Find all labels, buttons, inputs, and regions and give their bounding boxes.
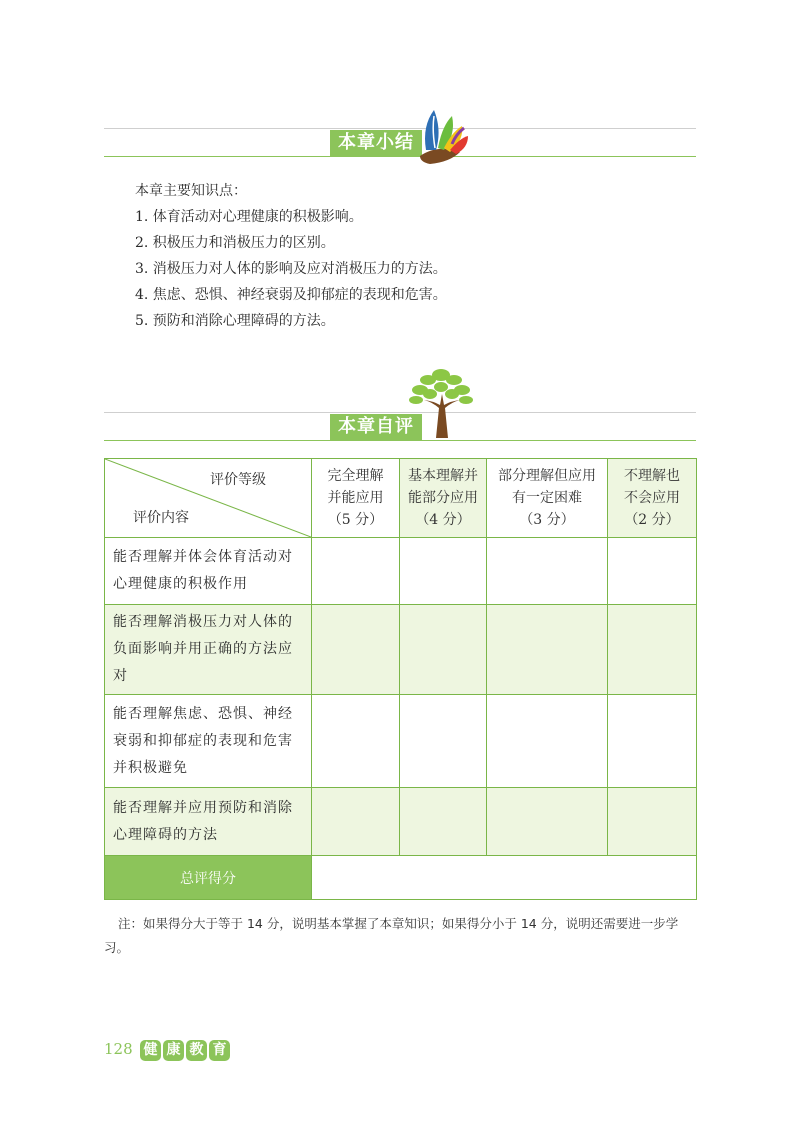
level-line: 能部分应用 (408, 490, 478, 506)
score-cell[interactable] (608, 538, 697, 605)
table-header-row (105, 459, 697, 538)
total-score-cell[interactable] (312, 856, 697, 900)
score-cell[interactable] (487, 605, 608, 695)
score-cell[interactable] (400, 538, 487, 605)
brand-char: 育 (209, 1040, 230, 1061)
summary-point: 5. 预防和消除心理障碍的方法。 (135, 313, 335, 329)
corner-top-label: 评价等级 (210, 472, 266, 488)
score-cell[interactable] (312, 538, 400, 605)
summary-content (135, 178, 447, 334)
summary-title: 本章小结 (338, 132, 414, 153)
summary-top-rule (104, 128, 696, 129)
level-line: 完全理解 (327, 468, 384, 484)
score-cell[interactable] (608, 605, 697, 695)
summary-title-banner (330, 130, 422, 156)
table-corner-cell (105, 459, 312, 538)
self-eval-bottom-rule (104, 440, 696, 441)
total-row (105, 856, 697, 900)
score-cell[interactable] (487, 695, 608, 788)
self-eval-top-rule (104, 412, 696, 413)
table-row (105, 538, 697, 605)
criterion-cell: 能否理解并应用预防和消除心理障碍的方法 (105, 788, 312, 856)
table-row (105, 695, 697, 788)
total-score-label: 总评得分 (105, 856, 312, 900)
evaluation-note: 注：如果得分大于等于 14 分，说明基本掌握了本章知识；如果得分小于 14 分，说明还需要进一步学习。 (104, 916, 679, 955)
score-cell[interactable] (400, 788, 487, 856)
score-cell[interactable] (608, 788, 697, 856)
level-line: 有一定困难 (512, 490, 582, 506)
score-cell[interactable] (312, 695, 400, 788)
level-line: 基本理解并 (408, 468, 478, 484)
level-score: （2 分） (624, 512, 680, 528)
summary-point: 4. 焦虑、恐惧、神经衰弱及抑郁症的表现和危害。 (135, 287, 447, 303)
level-line: 部分理解但应用 (498, 468, 596, 484)
criterion-cell: 能否理解并体会体育活动对心理健康的积极作用 (105, 538, 312, 605)
corner-bottom-label: 评价内容 (133, 510, 189, 526)
brand-char: 康 (163, 1040, 184, 1061)
brand-char: 健 (140, 1040, 161, 1061)
summary-intro: 本章主要知识点： (135, 183, 247, 199)
criterion-cell: 能否理解消极压力对人体的负面影响并用正确的方法应对 (105, 605, 312, 695)
score-cell[interactable] (487, 538, 608, 605)
self-eval-title: 本章自评 (338, 416, 414, 437)
level-header (400, 459, 487, 538)
self-eval-table (104, 458, 697, 900)
table-row (105, 788, 697, 856)
score-cell[interactable] (400, 695, 487, 788)
level-score: （5 分） (327, 512, 384, 528)
level-line: 不理解也 (624, 468, 680, 484)
score-cell[interactable] (400, 605, 487, 695)
summary-point: 2. 积极压力和消极压力的区别。 (135, 235, 335, 251)
table-row (105, 605, 697, 695)
level-score: （4 分） (415, 512, 471, 528)
level-line: 并能应用 (327, 490, 384, 506)
criterion-cell: 能否理解焦虑、恐惧、神经衰弱和抑郁症的表现和危害并积极避免 (105, 695, 312, 788)
tree-icon (406, 368, 476, 440)
score-cell[interactable] (312, 788, 400, 856)
brand-char: 教 (186, 1040, 207, 1061)
level-header (312, 459, 400, 538)
summary-point: 1. 体育活动对心理健康的积极影响。 (135, 209, 363, 225)
level-header (487, 459, 608, 538)
brand-logo (140, 1040, 230, 1061)
level-score: （3 分） (519, 512, 575, 528)
summary-bottom-rule (104, 156, 696, 157)
score-cell[interactable] (608, 695, 697, 788)
score-cell[interactable] (487, 788, 608, 856)
page-number: 128 (104, 1040, 133, 1058)
leaf-hand-icon (412, 104, 472, 166)
summary-point: 3. 消极压力对人体的影响及应对消极压力的方法。 (135, 261, 447, 277)
level-header (608, 459, 697, 538)
level-line: 不会应用 (624, 490, 680, 506)
score-cell[interactable] (312, 605, 400, 695)
